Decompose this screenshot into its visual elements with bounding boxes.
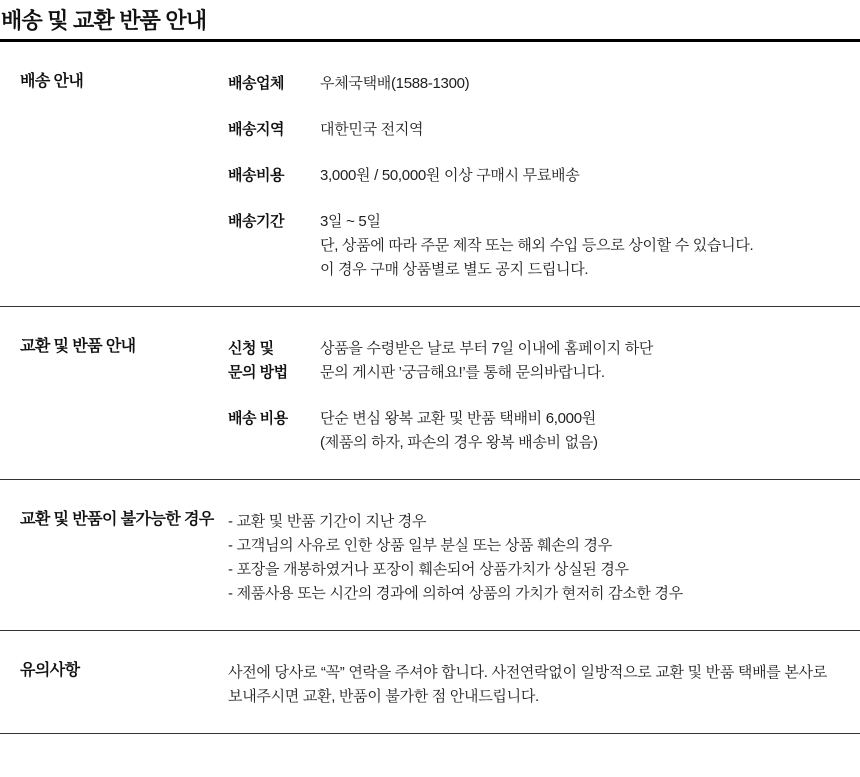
row-value-line: 사전에 당사로 “꼭” 연락을 주셔야 합니다. 사전연락없이 일방적으로 교환 및 반품 택배를 본사로 xyxy=(228,664,827,681)
row-label-line: 신청 및 xyxy=(228,340,274,357)
row-label-line: 배송지역 xyxy=(228,121,284,138)
info-section xyxy=(0,631,860,734)
info-section xyxy=(0,480,860,631)
row-label-line: 배송 비용 xyxy=(228,410,288,427)
row-label xyxy=(228,407,320,431)
section-content xyxy=(228,510,860,606)
row-value-line: 문의 게시판 ’궁금해요!’를 통해 문의바랍니다. xyxy=(320,364,605,381)
row-label xyxy=(228,164,320,188)
row-value-line: 상품을 수령받은 날로 부터 7일 이내에 홈페이지 하단 xyxy=(320,340,654,357)
info-row xyxy=(228,661,860,709)
section-heading: 배송 안내 xyxy=(20,73,84,90)
row-value-line: - 제품사용 또는 시간의 경과에 의하여 상품의 가치가 현저히 감소한 경우 xyxy=(228,585,683,602)
info-section xyxy=(0,307,860,480)
info-row xyxy=(228,407,860,455)
section-heading: 교환 및 반품 안내 xyxy=(20,338,136,355)
row-value-line: - 교환 및 반품 기간이 지난 경우 xyxy=(228,513,427,530)
row-value-line: 단순 변심 왕복 교환 및 반품 택배비 6,000원 xyxy=(320,410,596,427)
row-value-line: 보내주시면 교환, 반품이 불가한 점 안내드립니다. xyxy=(228,688,539,705)
row-values xyxy=(320,210,860,282)
info-row xyxy=(228,337,860,385)
row-label-line: 문의 방법 xyxy=(228,364,288,381)
row-label xyxy=(228,337,320,385)
section-content xyxy=(228,661,860,709)
row-label xyxy=(228,210,320,234)
info-row xyxy=(228,210,860,282)
row-value-line: 우체국택배(1588-1300) xyxy=(320,75,470,92)
info-row xyxy=(228,118,860,142)
info-sections xyxy=(0,42,860,734)
row-label-line: 배송비용 xyxy=(228,167,284,184)
row-label-line: 배송업체 xyxy=(228,75,284,92)
row-value-line: 단, 상품에 따라 주문 제작 또는 해외 수입 등으로 상이할 수 있습니다. xyxy=(320,237,754,254)
row-value-line: (제품의 하자, 파손의 경우 왕복 배송비 없음) xyxy=(320,434,598,451)
row-values xyxy=(320,337,860,385)
row-values xyxy=(320,407,860,455)
row-value-line: 이 경우 구매 상품별로 별도 공지 드립니다. xyxy=(320,261,589,278)
row-value-line: 3,000원 / 50,000원 이상 구매시 무료배송 xyxy=(320,167,580,184)
row-values xyxy=(320,118,860,142)
row-values xyxy=(228,510,860,606)
page-title: 배송 및 교환 반품 안내 xyxy=(0,0,860,42)
row-value-line: 대한민국 전지역 xyxy=(320,121,424,138)
info-row xyxy=(228,164,860,188)
row-label xyxy=(228,72,320,96)
info-row xyxy=(228,510,860,606)
section-content xyxy=(228,337,860,455)
section-heading: 교환 및 반품이 불가능한 경우 xyxy=(20,511,214,528)
row-value-line: - 포장을 개봉하였거나 포장이 훼손되어 상품가치가 상실된 경우 xyxy=(228,561,629,578)
row-values xyxy=(320,164,860,188)
info-row xyxy=(228,72,860,96)
row-value-line: - 고객님의 사유로 인한 상품 일부 분실 또는 상품 훼손의 경우 xyxy=(228,537,612,554)
section-heading: 유의사항 xyxy=(20,662,80,679)
info-section xyxy=(0,42,860,307)
row-values xyxy=(228,661,860,709)
row-label xyxy=(228,118,320,142)
row-label-line: 배송기간 xyxy=(228,213,284,230)
section-content xyxy=(228,72,860,282)
row-value-line: 3일 ~ 5일 xyxy=(320,213,381,230)
row-values xyxy=(320,72,860,96)
